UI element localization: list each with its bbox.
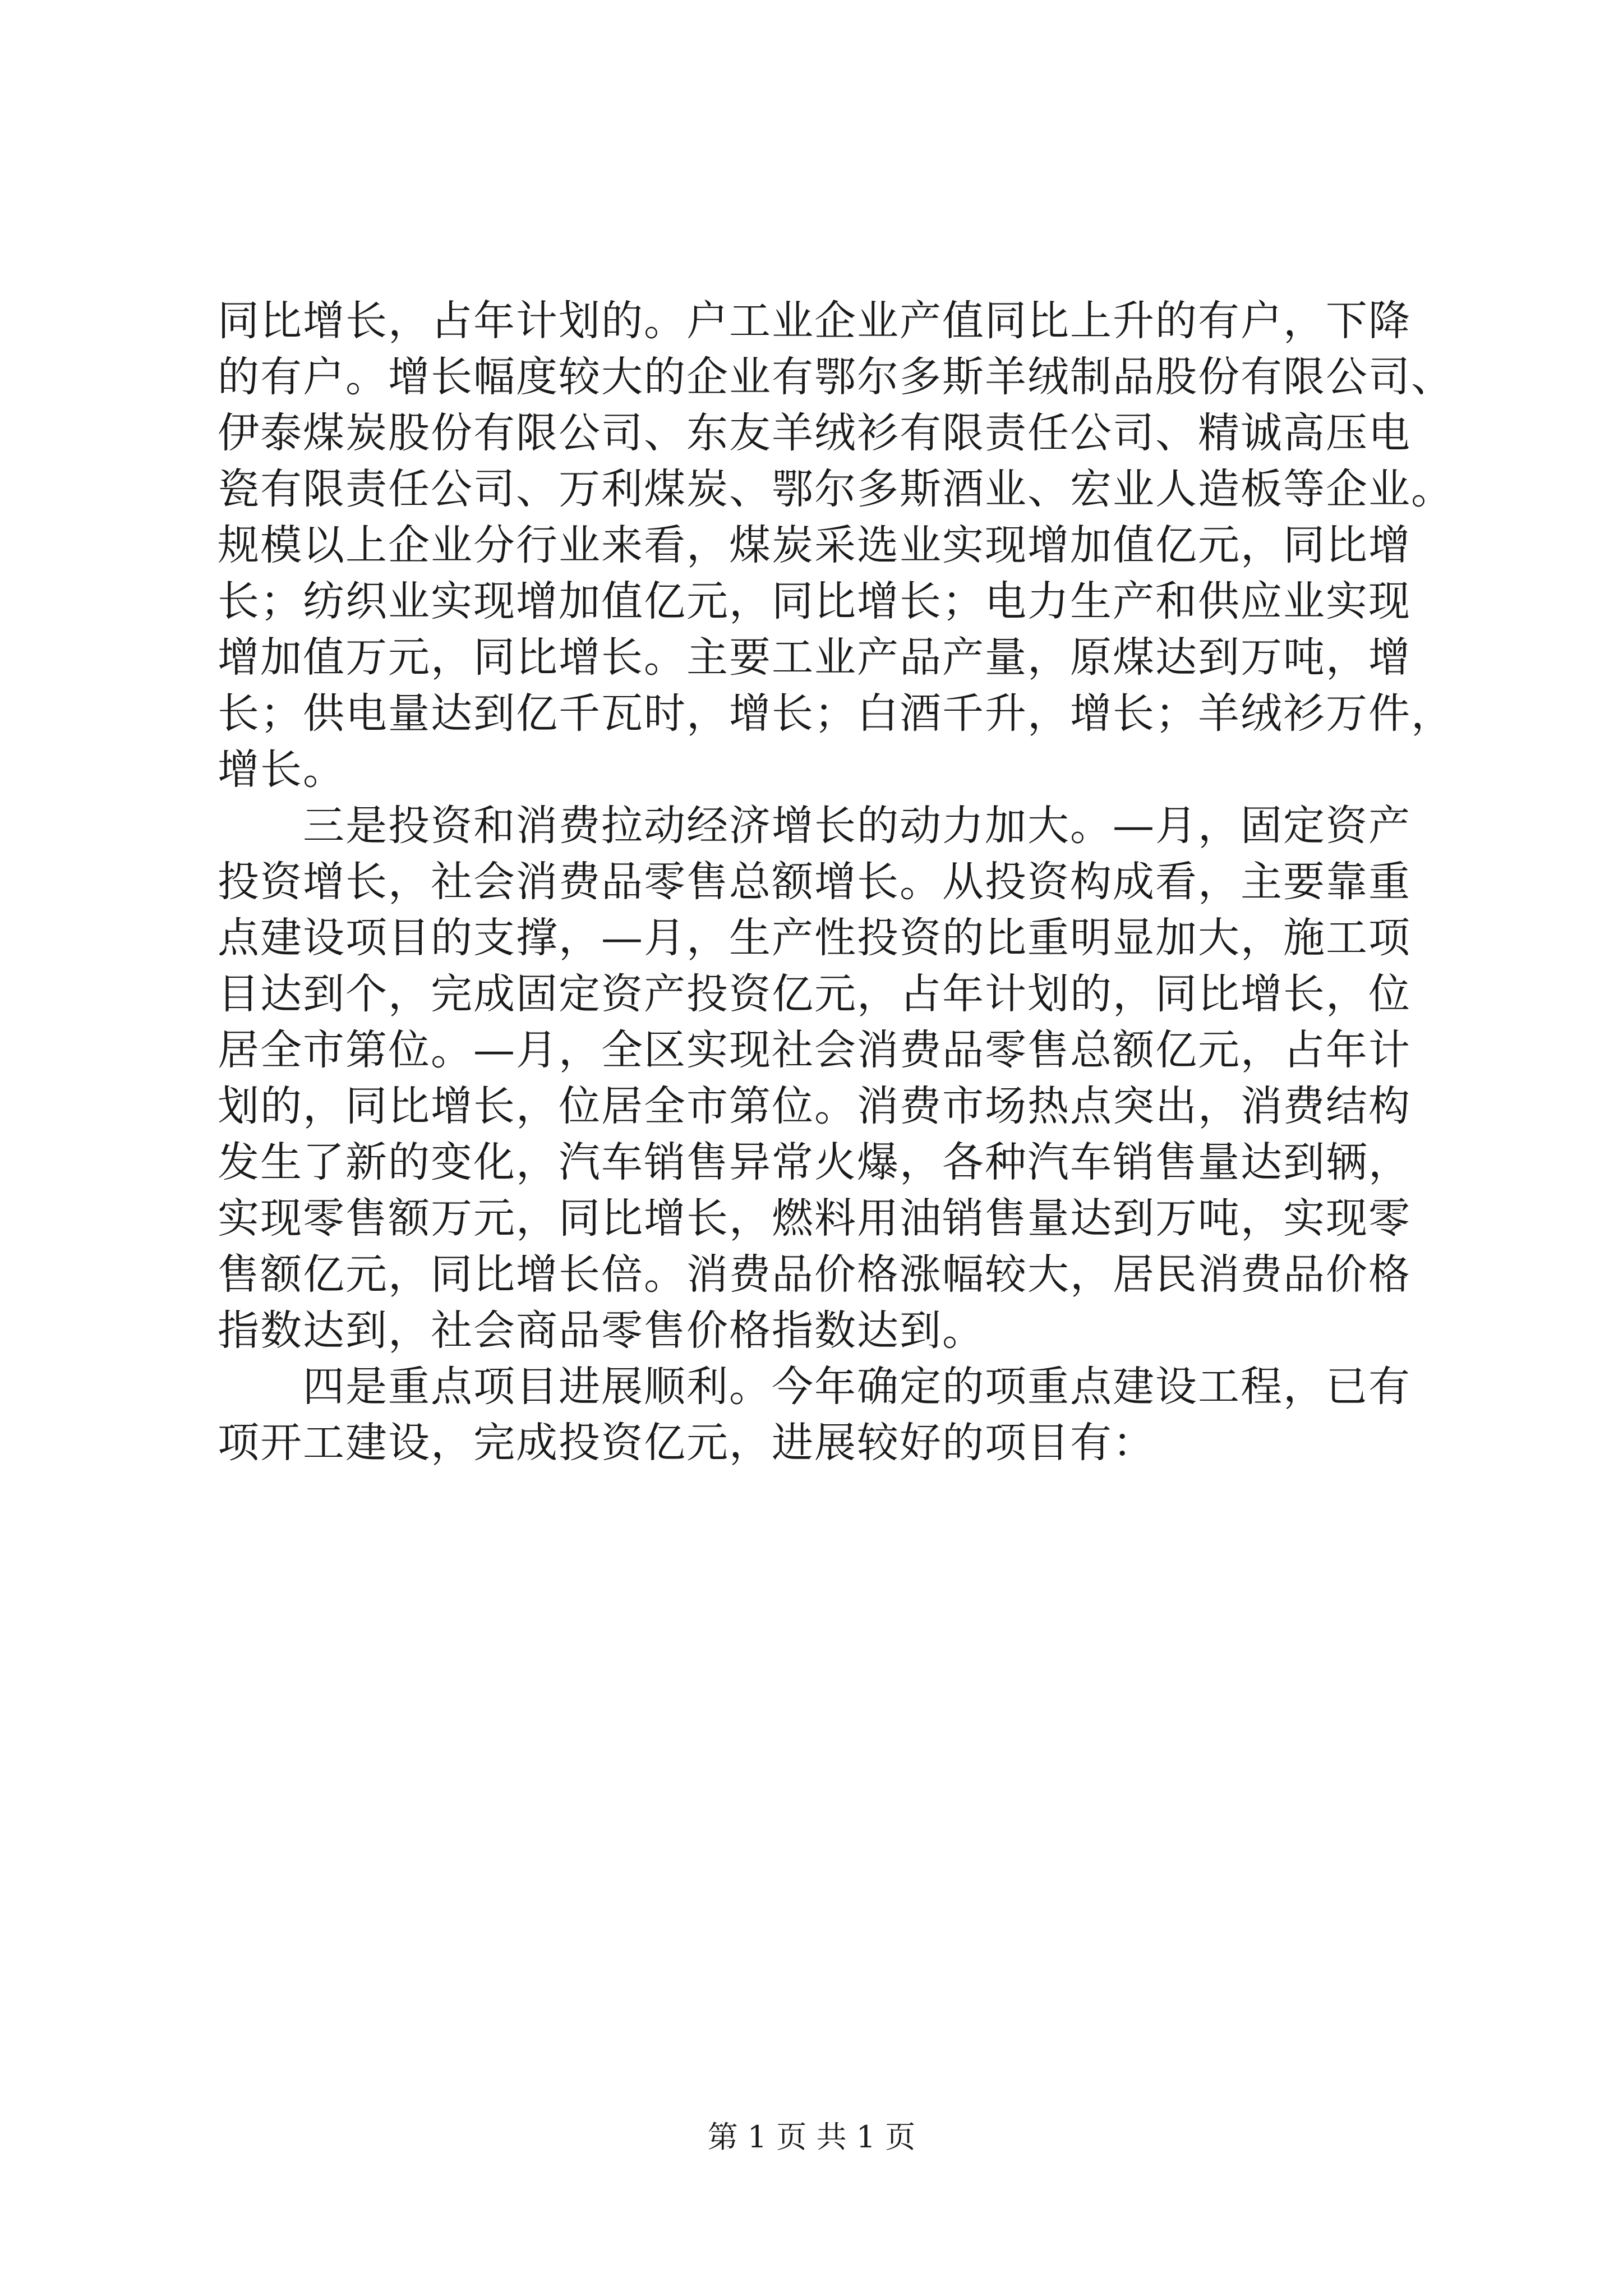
text-line: 三是投资和消费拉动经济增长的动力加大。—月，固定资产: [218, 802, 1411, 850]
text-line: 长；纺织业实现增加值亿元，同比增长；电力生产和供应业实现: [218, 577, 1411, 625]
text-line: 四是重点项目进展顺利。今年确定的项重点建设工程，已有: [218, 1363, 1411, 1411]
text-line: 长；供电量达到亿千瓦时，增长；白酒千升，增长；羊绒衫万件，: [218, 689, 1454, 738]
text-line: 点建设项目的支撑，—月，生产性投资的比重明显加大，施工项: [218, 914, 1411, 962]
text-line: 增长。: [218, 746, 345, 794]
text-line: 发生了新的变化，汽车销售异常火爆，各种汽车销售量达到辆，: [218, 1138, 1411, 1186]
text-line: 售额亿元，同比增长倍。消费品价格涨幅较大，居民消费品价格: [218, 1250, 1411, 1299]
text-line: 的有户。增长幅度较大的企业有鄂尔多斯羊绒制品股份有限公司、: [218, 353, 1454, 401]
text-line: 项开工建设，完成投资亿元，进展较好的项目有：: [218, 1419, 1155, 1467]
text-line: 划的，同比增长，位居全市第位。消费市场热点突出，消费结构: [218, 1082, 1411, 1130]
text-line: 实现零售额万元，同比增长，燃料用油销售量达到万吨，实现零: [218, 1194, 1411, 1243]
text-line: 目达到个，完成固定资产投资亿元，占年计划的，同比增长，位: [218, 970, 1411, 1018]
text-line: 伊泰煤炭股份有限公司、东友羊绒衫有限责任公司、精诚高压电: [218, 409, 1411, 457]
text-line: 同比增长，占年计划的。户工业企业产值同比上升的有户，下降: [218, 297, 1411, 345]
text-line: 规模以上企业分行业来看，煤炭采选业实现增加值亿元，同比增: [218, 521, 1411, 569]
document-body: [218, 297, 1474, 1466]
text-line: 指数达到，社会商品零售价格指数达到。: [218, 1306, 985, 1355]
text-line: 居全市第位。—月，全区实现社会消费品零售总额亿元，占年计: [218, 1026, 1411, 1074]
text-line: 投资增长，社会消费品零售总额增长。从投资构成看，主要靠重: [218, 858, 1411, 906]
page-footer: 第 1 页 共 1 页: [707, 2119, 916, 2155]
text-line: 增加值万元，同比增长。主要工业产品产量，原煤达到万吨，增: [218, 633, 1411, 682]
text-line: 瓷有限责任公司、万利煤炭、鄂尔多斯酒业、宏业人造板等企业。: [218, 465, 1454, 513]
